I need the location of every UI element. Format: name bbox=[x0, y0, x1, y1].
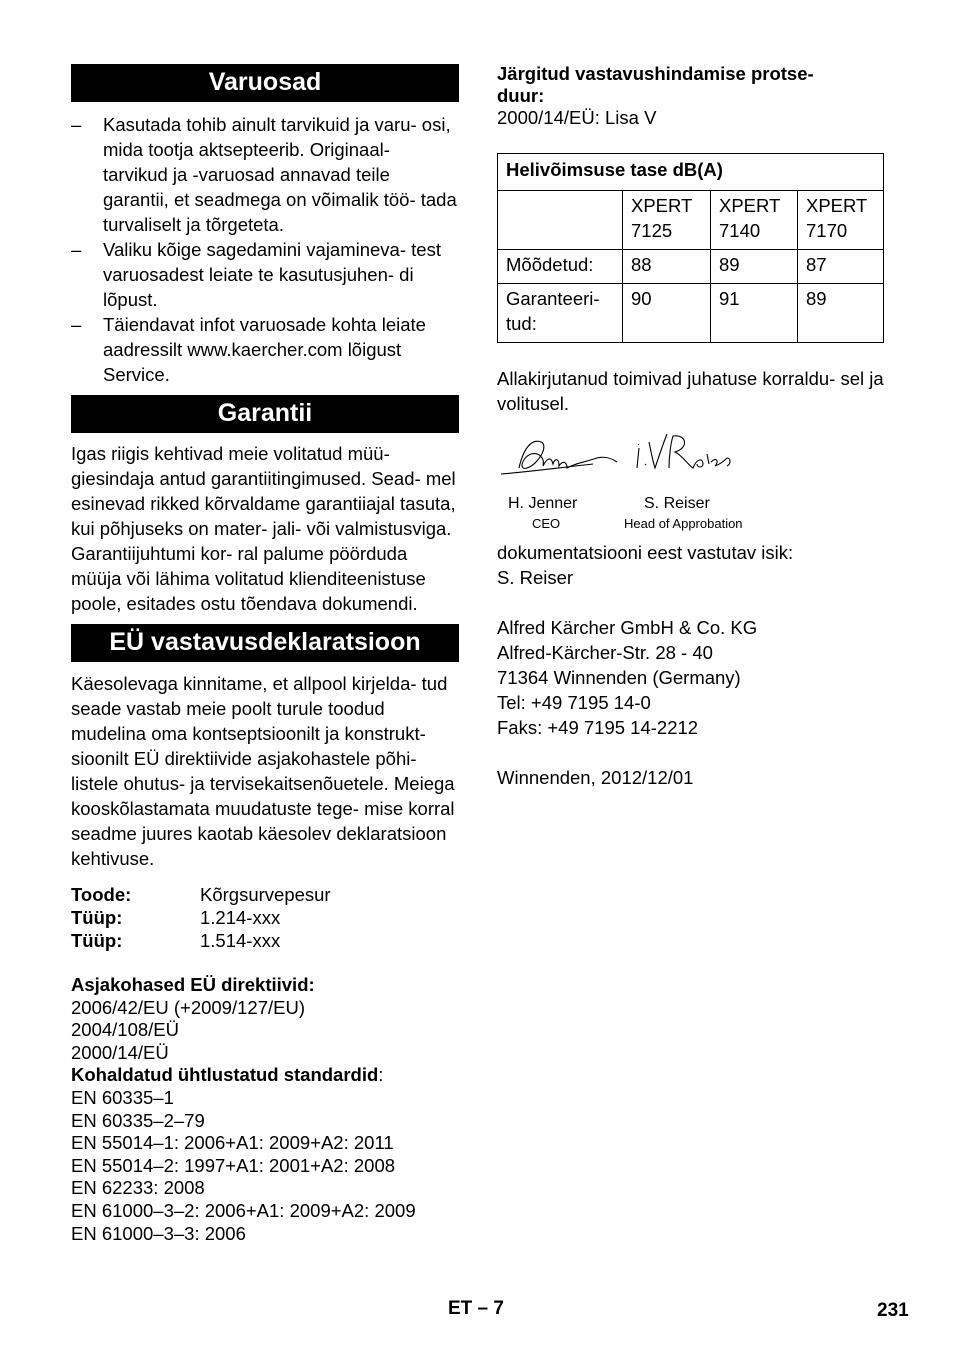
page-number: 231 bbox=[877, 1300, 909, 1321]
table-cell: 91 bbox=[711, 284, 798, 343]
dash-bullet: – bbox=[71, 314, 82, 335]
signature-graphics bbox=[497, 428, 757, 490]
spare-parts-list bbox=[71, 112, 459, 387]
table-cell: 90 bbox=[623, 284, 711, 343]
table-cell: 89 bbox=[798, 284, 884, 343]
directive-item: 2006/42/EU (+2009/127/EU) bbox=[71, 996, 305, 1018]
responsible-block bbox=[497, 540, 887, 590]
signatory-role: CEO bbox=[532, 516, 561, 531]
standard-item: EN 60335–1 bbox=[71, 1086, 174, 1108]
place-date: Winnenden, 2012/12/01 bbox=[497, 767, 694, 788]
table-title: Helivõimsuse tase dB(A) bbox=[498, 154, 884, 191]
table-cell-empty bbox=[498, 191, 623, 250]
signatory-role: Head of Approbation bbox=[624, 516, 743, 531]
procedure-block bbox=[497, 62, 887, 130]
directive-item: 2000/14/EÜ bbox=[71, 1041, 169, 1063]
signatures bbox=[497, 416, 887, 531]
list-item-text: Täiendavat infot varuosade kohta leiate aadressilt www.kaercher.com lõigust Service. bbox=[103, 314, 426, 385]
table-row bbox=[498, 284, 884, 343]
responsible-label: dokumentatsiooni eest vastutav isik: bbox=[497, 542, 794, 563]
signature-reiser bbox=[637, 434, 730, 468]
company-fax: Faks: +49 7195 14-2212 bbox=[497, 717, 699, 738]
signatories-intro: Allakirjutanud toimivad juhatuse korraldu- sel ja volitusel. bbox=[497, 368, 884, 414]
spec-value: Kõrgsurvepesur bbox=[200, 884, 331, 905]
standard-item: EN 55014–2: 1997+A1: 2001+A2: 2008 bbox=[71, 1154, 396, 1176]
spec-key: Tüüp: bbox=[71, 930, 123, 951]
dash-bullet: – bbox=[71, 114, 82, 135]
spec-row bbox=[71, 929, 459, 952]
company-name: Alfred Kärcher GmbH & Co. KG bbox=[497, 617, 758, 638]
left-column bbox=[71, 64, 459, 1245]
responsible-name: S. Reiser bbox=[497, 567, 574, 588]
product-specs bbox=[71, 883, 459, 952]
signatory-name: S. Reiser bbox=[644, 495, 710, 512]
list-item-text: Kasutada tohib ainult tarvikuid ja varu- osi, mida tootja aktsepteerib. Originaal- tarvikud ja -varuosad annavad teile garantii, et seadmega on võimalik töö- tada turvaliselt ja tõrgeteta. bbox=[103, 114, 457, 235]
model-header: XPERT 7125 bbox=[623, 191, 711, 250]
list-item bbox=[71, 112, 459, 237]
standards-label-line bbox=[71, 1064, 459, 1087]
list-item-text: Valiku kõige sagedamini vajamineva- test varuosadest leiate te kasutusjuhen- di lõpust. bbox=[103, 239, 441, 310]
table-row bbox=[498, 191, 884, 250]
signature-jenner bbox=[501, 441, 617, 474]
company-city: 71364 Winnenden (Germany) bbox=[497, 667, 741, 688]
table-cell: 88 bbox=[623, 250, 711, 284]
spare-parts-heading: Varuosad bbox=[71, 64, 459, 102]
standard-item: EN 61000–3–3: 2006 bbox=[71, 1222, 246, 1244]
spec-key: Tüüp: bbox=[71, 907, 123, 928]
table-row bbox=[498, 250, 884, 284]
standard-item: EN 61000–3–2: 2006+A1: 2009+A2: 2009 bbox=[71, 1199, 416, 1221]
spec-value: 1.514-xxx bbox=[200, 930, 281, 951]
procedure-value: 2000/14/EÜ: Lisa V bbox=[497, 107, 657, 128]
spec-value: 1.214-xxx bbox=[200, 907, 281, 928]
standard-item: EN 62233: 2008 bbox=[71, 1177, 205, 1199]
spec-key: Toode: bbox=[71, 884, 132, 905]
company-address bbox=[497, 615, 887, 740]
row-label: Garanteeri- tud: bbox=[498, 284, 623, 343]
model-header: XPERT 7170 bbox=[798, 191, 884, 250]
signatory-name: H. Jenner bbox=[508, 495, 578, 512]
footer-section-label: ET – 7 bbox=[448, 1298, 504, 1319]
spec-row bbox=[71, 906, 459, 929]
warranty-text: Igas riigis kehtivad meie volitatud müü- giesindaja antud garantiitingimused. Sead- mel esinevad rikked kõrvaldame garantiiajal tasuta, kui põhjuseks on mater- jali- või valmistusviga. Garantiijuhtumi kor- ral palume pöörduda müüja või lähima volitatud klienditeenistuse poole, esitades ostu tõendava dokumendi. bbox=[71, 443, 456, 614]
declaration-heading: EÜ vastavusdeklaratsioon bbox=[71, 624, 459, 662]
declaration-text: Käesolevaga kinnitame, et allpool kirjelda- tud seade vastab meie poolt turule toodud mudelina oma kontseptsioonilt ja konstrukt- sioonilt EÜ direktiivide asjakohastele põhi- listele ohutus- ja tervisekaitsenõuetele. Meiega kooskõlastamata muudatuste tege- mise korral seadme juures kaotab käesolev deklaratsioon kehtivuse. bbox=[71, 673, 455, 869]
table-cell: 87 bbox=[798, 250, 884, 284]
company-street: Alfred-Kärcher-Str. 28 - 40 bbox=[497, 642, 713, 663]
list-item bbox=[71, 312, 459, 387]
spec-row bbox=[71, 883, 459, 906]
table-cell: 89 bbox=[711, 250, 798, 284]
standard-item: EN 60335–2–79 bbox=[71, 1109, 205, 1131]
table-row bbox=[498, 154, 884, 191]
directive-item: 2004/108/EÜ bbox=[71, 1019, 180, 1041]
warranty-heading: Garantii bbox=[71, 395, 459, 433]
model-header: XPERT 7140 bbox=[711, 191, 798, 250]
standard-item: EN 55014–1: 2006+A1: 2009+A2: 2011 bbox=[71, 1132, 394, 1154]
company-tel: Tel: +49 7195 14-0 bbox=[497, 692, 651, 713]
directives-block bbox=[71, 974, 459, 1245]
noise-level-table bbox=[497, 153, 884, 343]
procedure-label: Järgitud vastavushindamise protse- bbox=[497, 63, 814, 84]
dash-bullet: – bbox=[71, 239, 82, 260]
right-column bbox=[497, 62, 887, 790]
row-label: Mõõdetud: bbox=[498, 250, 623, 284]
list-item bbox=[71, 237, 459, 312]
standards-colon: : bbox=[378, 1064, 384, 1086]
standards-label: Kohaldatud ühtlustatud standardid bbox=[71, 1064, 379, 1086]
procedure-label-cont: duur: bbox=[497, 85, 545, 106]
directives-label: Asjakohased EÜ direktiivid: bbox=[71, 974, 315, 995]
